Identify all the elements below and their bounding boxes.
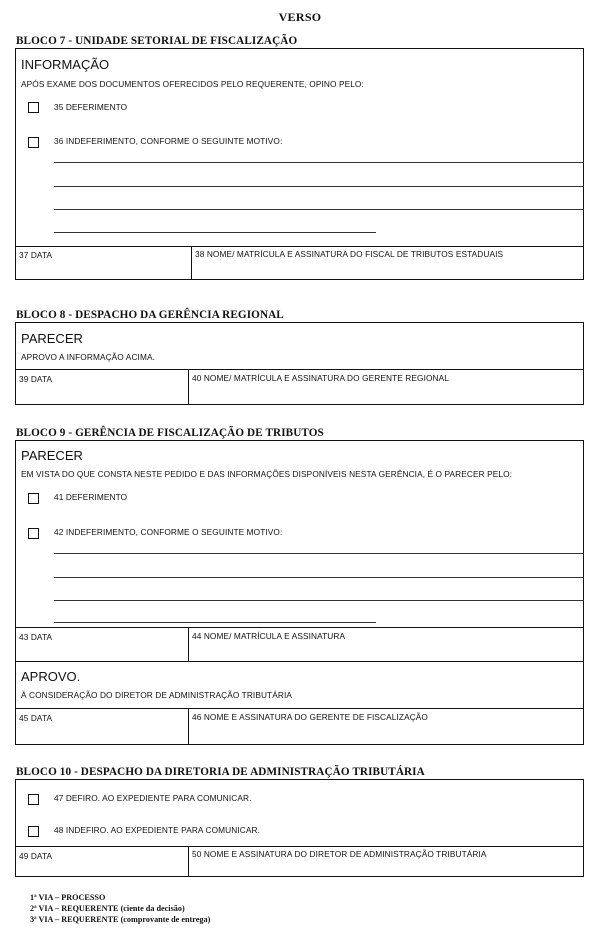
- checkbox-35-deferimento[interactable]: [28, 102, 39, 113]
- field-49-label: 49 DATA: [19, 851, 53, 861]
- option-41-label: 41 DEFERIMENTO: [54, 492, 128, 502]
- bloco8-title: BLOCO 8 - DESPACHO DA GERÊNCIA REGIONAL: [16, 309, 284, 321]
- bloco8-section-heading: PARECER: [21, 331, 83, 346]
- option-42-label: 42 INDEFERIMENTO, CONFORME O SEGUINTE MOTIVO:: [54, 527, 283, 537]
- approval-heading: APROVO.: [21, 669, 81, 684]
- reason-line-1[interactable]: [54, 553, 584, 554]
- option-47-label: 47 DEFIRO. AO EXPEDIENTE PARA COMUNICAR.: [54, 793, 252, 803]
- bloco10-divider: [15, 846, 584, 847]
- page-title: VERSO: [278, 10, 322, 24]
- footer-via-1: 1ª VIA – PROCESSO: [30, 893, 106, 902]
- approval-text: À CONSIDERAÇÃO DO DIRETOR DE ADMINISTRAÇÃO TRIBUTÁRIA: [21, 690, 292, 700]
- checkbox-36-indeferimento[interactable]: [28, 137, 39, 148]
- bloco9-field-separator-1: [188, 627, 189, 661]
- field-40-label: 40 NOME/ MATRÍCULA E ASSINATURA DO GERENTE REGIONAL: [192, 373, 449, 383]
- bloco7-field-separator: [191, 246, 192, 280]
- reason-line-4[interactable]: [54, 622, 376, 623]
- reason-line-2[interactable]: [54, 186, 584, 187]
- field-43-label: 43 DATA: [19, 632, 53, 642]
- option-48-label: 48 INDEFIRO. AO EXPEDIENTE PARA COMUNICAR.: [54, 825, 260, 835]
- checkbox-47-defiro[interactable]: [28, 794, 39, 805]
- reason-line-3[interactable]: [54, 600, 584, 601]
- field-50-label: 50 NOME E ASSINATURA DO DIRETOR DE ADMINISTRAÇÃO TRIBUTÁRIA: [192, 849, 487, 859]
- footer-via-3: 3ª VIA – REQUERENTE (comprovante de entrega): [30, 915, 211, 924]
- option-35-label: 35 DEFERIMENTO: [54, 102, 128, 112]
- bloco9-title: BLOCO 9 - GERÊNCIA DE FISCALIZAÇÃO DE TRIBUTOS: [16, 427, 324, 439]
- checkbox-48-indefiro[interactable]: [28, 826, 39, 837]
- bloco8-box: [15, 322, 584, 405]
- bloco8-divider: [15, 369, 584, 370]
- reason-line-4[interactable]: [54, 232, 376, 233]
- bloco9-divider-2: [15, 661, 584, 662]
- checkbox-41-deferimento[interactable]: [28, 493, 39, 504]
- bloco10-field-separator: [188, 846, 189, 877]
- field-46-label: 46 NOME E ASSINATURA DO GERENTE DE FISCALIZAÇÃO: [192, 712, 428, 722]
- checkbox-42-indeferimento[interactable]: [28, 528, 39, 539]
- field-44-label: 44 NOME/ MATRÍCULA E ASSINATURA: [192, 631, 346, 641]
- bloco7-title: BLOCO 7 - UNIDADE SETORIAL DE FISCALIZAÇÃO: [16, 35, 298, 47]
- bloco9-intro-text: EM VISTA DO QUE CONSTA NESTE PEDIDO E DAS INFORMAÇÕES DISPONÍVEIS NESTA GERÊNCIA, É O PARECER PELO:: [21, 469, 513, 479]
- field-45-label: 45 DATA: [19, 713, 53, 723]
- reason-line-2[interactable]: [54, 577, 584, 578]
- bloco7-divider: [15, 246, 584, 247]
- bloco8-text: APROVO A INFORMAÇÃO ACIMA.: [21, 352, 155, 362]
- bloco9-field-separator-2: [188, 708, 189, 745]
- bloco9-divider-3: [15, 708, 584, 709]
- field-37-label: 37 DATA: [19, 250, 53, 260]
- bloco7-section-heading: INFORMAÇÃO: [21, 57, 110, 72]
- bloco8-field-separator: [188, 369, 189, 405]
- bloco9-divider-1: [15, 627, 584, 628]
- reason-line-1[interactable]: [54, 162, 584, 163]
- reason-line-3[interactable]: [54, 209, 584, 210]
- bloco10-title: BLOCO 10 - DESPACHO DA DIRETORIA DE ADMINISTRAÇÃO TRIBUTÁRIA: [16, 766, 425, 778]
- option-36-label: 36 INDEFERIMENTO, CONFORME O SEGUINTE MOTIVO:: [54, 136, 283, 146]
- field-39-label: 39 DATA: [19, 374, 53, 384]
- bloco7-intro-text: APÓS EXAME DOS DOCUMENTOS OFERECIDOS PELO REQUERENTE, OPINO PELO:: [21, 79, 364, 89]
- footer-via-2: 2ª VIA – REQUERENTE (ciente da decisão): [30, 904, 185, 913]
- field-38-label: 38 NOME/ MATRÍCULA E ASSINATURA DO FISCAL DE TRIBUTOS ESTADUAIS: [195, 249, 504, 259]
- bloco9-section-heading: PARECER: [21, 448, 83, 463]
